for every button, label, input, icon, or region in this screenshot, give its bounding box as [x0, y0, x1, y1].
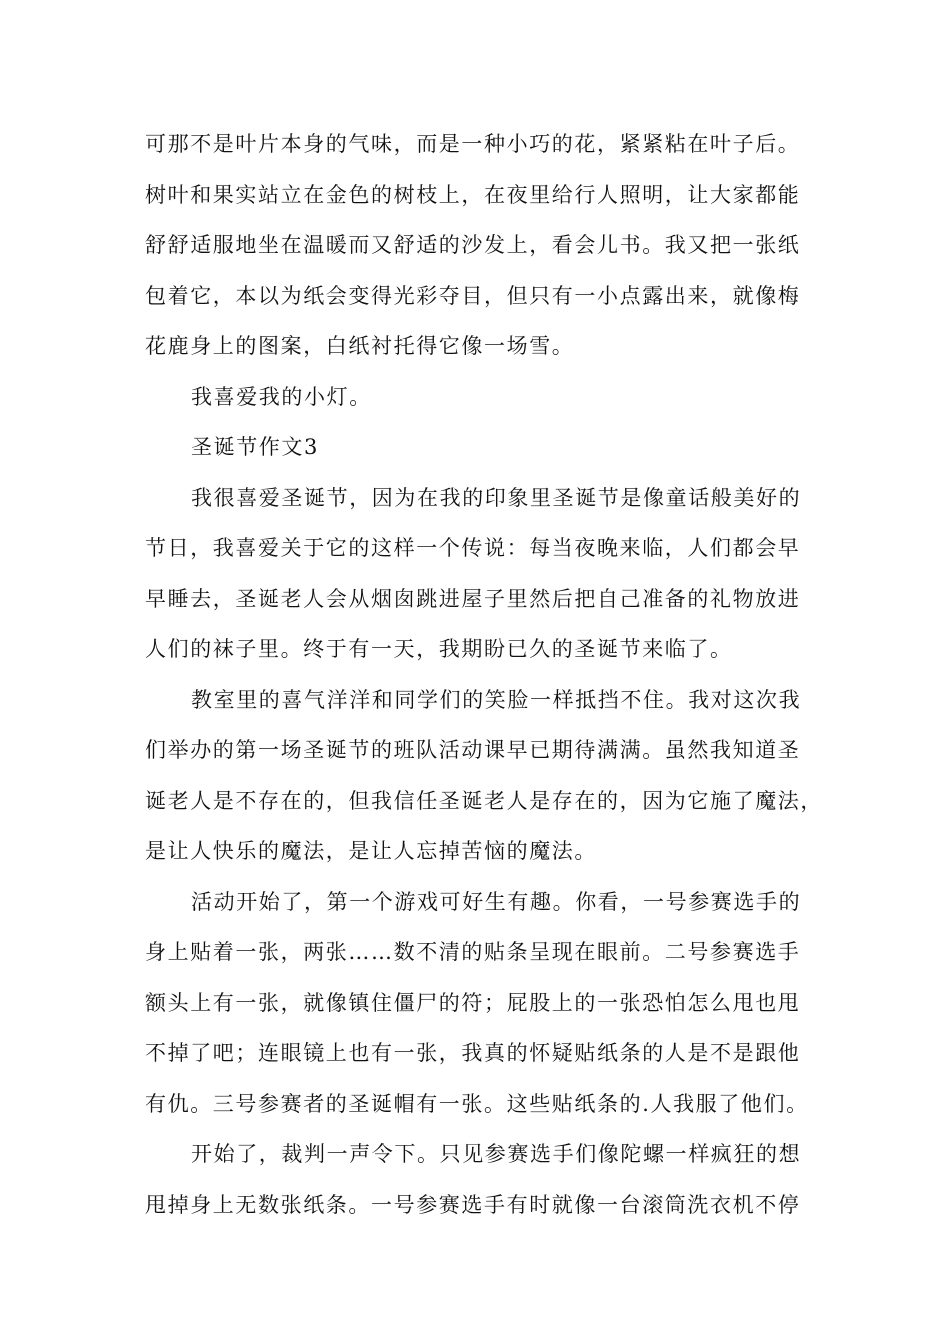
document-body — [145, 128, 823, 1239]
text-line: 是让人快乐的魔法，是让人忘掉苦恼的魔法。 — [145, 839, 597, 863]
text-line: 花鹿身上的图案，白纸衬托得它像一场雪。 — [145, 334, 575, 358]
paragraph-line: 我很喜爱圣诞节，因为在我的印象里圣诞节是像童话般美好的 — [191, 485, 802, 510]
text-line: 额头上有一张，就像镇住僵尸的符；屁股上的一张恐怕怎么甩也甩 — [145, 990, 801, 1015]
text-line: 节日，我喜爱关于它的这样一个传说：每当夜晚来临，人们都会早 — [145, 536, 801, 560]
text-line: 人们的袜子里。终于有一天，我期盼已久的圣诞节来临了。 — [145, 637, 733, 661]
text-line: 有仇。三号参赛者的圣诞帽有一张。这些贴纸条的.人我服了他们。 — [145, 1091, 809, 1116]
paragraph-line: 我喜爱我的小灯。 — [191, 384, 372, 409]
paragraph-line: 活动开始了，第一个游戏可好生有趣。你看，一号参赛选手的 — [191, 889, 802, 914]
text-line: 包着它，本以为纸会变得光彩夺目，但只有一小点露出来，就像梅 — [145, 283, 801, 308]
text-line: 身上贴着一张，两张……数不清的贴条呈现在眼前。二号参赛选手 — [145, 940, 801, 964]
text-line: 树叶和果实站立在金色的树枝上，在夜里给行人照明，让大家都能 — [145, 182, 801, 207]
paragraph-line: 教室里的喜气洋洋和同学们的笑脸一样抵挡不住。我对这次我 — [191, 687, 802, 712]
text-line: 不掉了吧；连眼镜上也有一张，我真的怀疑贴纸条的人是不是跟他 — [145, 1041, 801, 1065]
text-line: 早睡去，圣诞老人会从烟囱跳进屋子里然后把自己准备的礼物放进 — [145, 586, 801, 611]
text-line: 舒舒适服地坐在温暖而又舒适的沙发上，看会儿书。我又把一张纸 — [145, 233, 801, 257]
text-line: 甩掉身上无数张纸条。一号参赛选手有时就像一台滚筒洗衣机不停 — [145, 1192, 801, 1217]
text-line: 诞老人是不存在的，但我信任圣诞老人是存在的，因为它施了魔法， — [145, 788, 823, 813]
text-line: 们举办的第一场圣诞节的班队活动课早已期待满满。虽然我知道圣 — [145, 738, 801, 762]
essay-heading: 圣诞节作文3 — [191, 435, 319, 459]
text-line: 可那不是叶片本身的气味，而是一种小巧的花，紧紧粘在叶子后。 — [145, 132, 801, 156]
paragraph-line: 开始了，裁判一声令下。只见参赛选手们像陀螺一样疯狂的想 — [191, 1142, 802, 1166]
